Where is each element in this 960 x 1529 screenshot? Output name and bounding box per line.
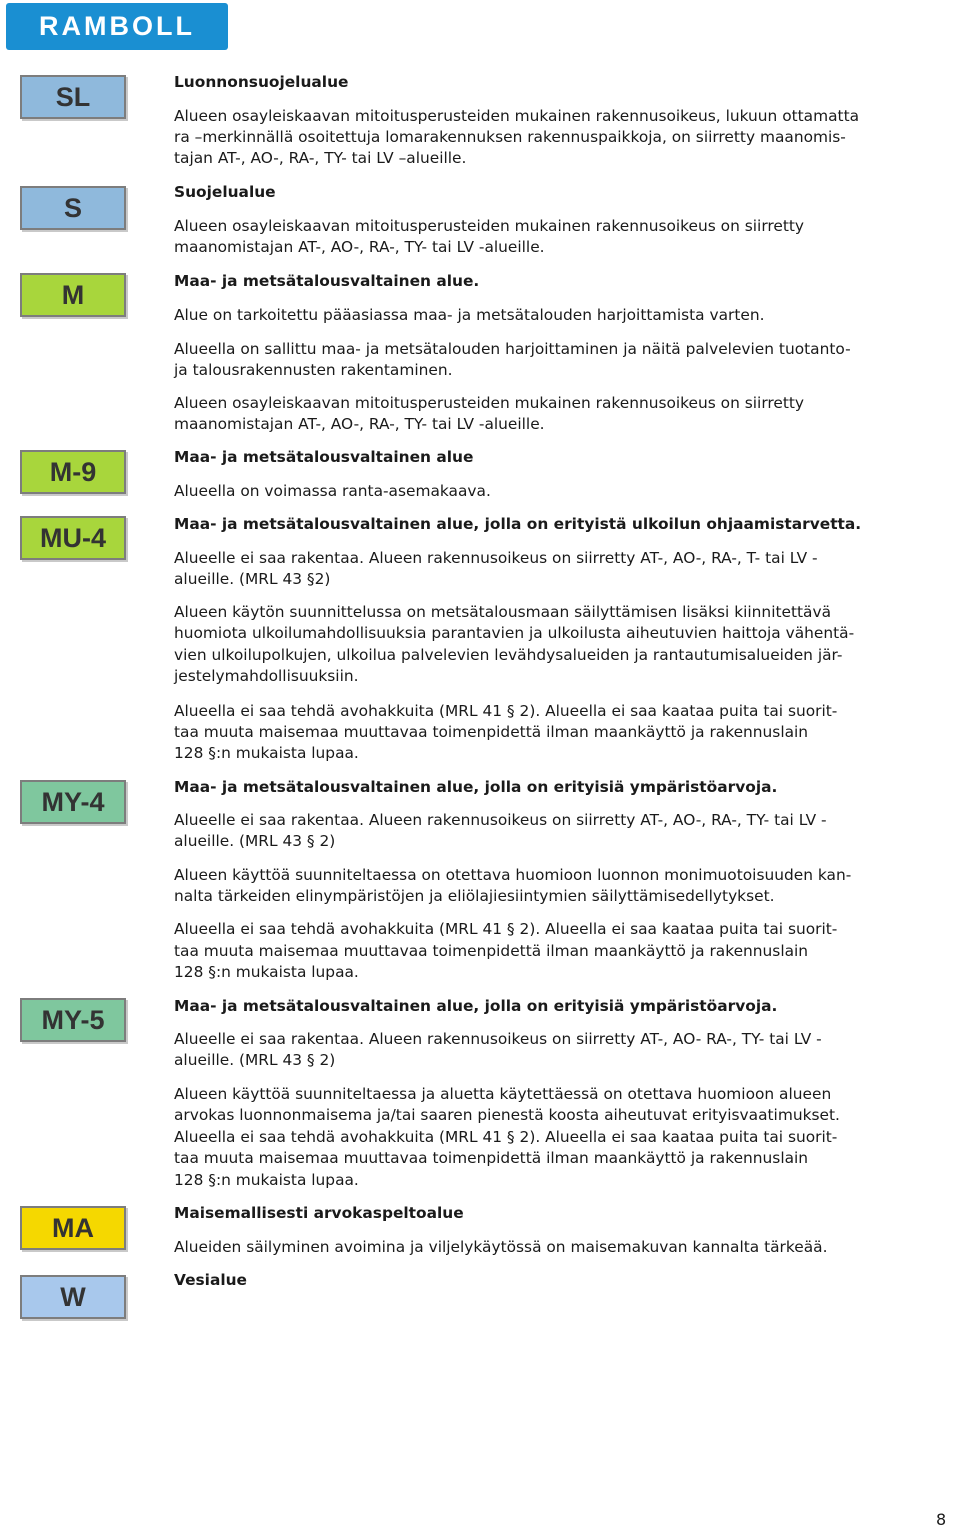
heading-luonnonsuojelualue: Luonnonsuojelualue (174, 73, 349, 91)
badge-m: M (20, 273, 126, 317)
heading-ma: Maisemallisesti arvokaspeltoalue (174, 1204, 464, 1222)
mu4-p3-line-1: Alueella ei saa tehdä avohakkuita (MRL 41 § 2). Alueella ei saa kaataa puita tai suorit- (174, 702, 838, 720)
heading-my-5: Maa- ja metsätalousvaltainen alue, jolla on erityisiä ympäristöarvoja. (174, 997, 778, 1015)
badge-ma: MA (20, 1206, 126, 1250)
sl-line-2: ra –merkinnällä osoitettuja lomarakennuksen rakennuspaikkoja, on siirretty maanomis- (174, 128, 846, 146)
badge-my-4: MY-4 (20, 780, 126, 824)
s-line-2: maanomistajan AT-, AO-, RA-, TY- tai LV -alueille. (174, 238, 545, 256)
heading-m-9: Maa- ja metsätalousvaltainen alue (174, 448, 474, 466)
heading-my-4: Maa- ja metsätalousvaltainen alue, jolla on erityisiä ympäristöarvoja. (174, 778, 778, 796)
my5-p2-line-2: arvokas luonnonmaisema ja/tai saaren pienestä koosta aiheutuvat erityisvaatimukset. (174, 1106, 840, 1124)
mu4-p3-line-3: 128 §:n mukaista lupaa. (174, 744, 359, 762)
m-p1: Alue on tarkoitettu pääasiassa maa- ja metsätalouden harjoittamista varten. (174, 306, 765, 324)
my5-p2-line-3: Alueella ei saa tehdä avohakkuita (MRL 41 § 2). Alueella ei saa kaataa puita tai suorit- (174, 1128, 838, 1146)
mu4-p2-line-4: jestelymahdollisuuksiin. (174, 667, 359, 685)
m-p3-line-2: maanomistajan AT-, AO-, RA-, TY- tai LV -alueille. (174, 415, 545, 433)
m9-p1: Alueella on voimassa ranta-asemakaava. (174, 482, 491, 500)
ramboll-logo: RAMBOLL (6, 3, 228, 50)
heading-m: Maa- ja metsätalousvaltainen alue. (174, 272, 480, 290)
badge-w: W (20, 1275, 126, 1319)
m-p2-line-2: ja talousrakennusten rakentaminen. (174, 361, 453, 379)
my5-p2-line-1: Alueen käyttöä suunniteltaessa ja aluetta käytettäessä on otettava huomioon alueen (174, 1085, 832, 1103)
mu4-p2-line-1: Alueen käytön suunnittelussa on metsätalousmaan säilyttämisen lisäksi kiinnitettävä (174, 603, 832, 621)
my4-p3-line-1: Alueella ei saa tehdä avohakkuita (MRL 41 § 2). Alueella ei saa kaataa puita tai suorit- (174, 920, 838, 938)
heading-mu-4: Maa- ja metsätalousvaltainen alue, jolla on erityistä ulkoilun ohjaamistarvetta. (174, 515, 862, 533)
badge-mu-4: MU-4 (20, 516, 126, 560)
sl-line-3: tajan AT-, AO-, RA-, TY- tai LV –alueille. (174, 149, 467, 167)
sl-line-1: Alueen osayleiskaavan mitoitusperusteiden mukainen rakennusoikeus, lukuun ottamatta (174, 107, 860, 125)
mu4-p2-line-2: huomiota ulkoilumahdollisuuksia parantavien ja ulkoilusta aiheutuvien haittoja vähentä- (174, 624, 855, 642)
badge-s: S (20, 186, 126, 230)
my4-p1-line-1: Alueelle ei saa rakentaa. Alueen rakennusoikeus on siirretty AT-, AO-, RA-, TY- tai LV - (174, 811, 827, 829)
mu4-p3-line-2: taa muuta maisemaa muuttavaa toimenpidettä ilman maankäyttö ja rakennuslain (174, 723, 809, 741)
my4-p1-line-2: alueille. (MRL 43 § 2) (174, 832, 336, 850)
mu4-p2-line-3: vien ulkoilupolkujen, ulkoilua palvelevien levähdysalueiden ja rantautumisalueiden jär- (174, 646, 843, 664)
my5-p1-line-2: alueille. (MRL 43 § 2) (174, 1051, 336, 1069)
m-p3-line-1: Alueen osayleiskaavan mitoitusperusteiden mukainen rakennusoikeus on siirretty (174, 394, 805, 412)
my5-p2-line-4: taa muuta maisemaa muuttavaa toimenpidettä ilman maankäyttö ja rakennuslain (174, 1149, 809, 1167)
my5-p1-line-1: Alueelle ei saa rakentaa. Alueen rakennusoikeus on siirretty AT-, AO- RA-, TY- tai LV - (174, 1030, 822, 1048)
s-line-1: Alueen osayleiskaavan mitoitusperusteiden mukainen rakennusoikeus on siirretty (174, 217, 805, 235)
m-p2-line-1: Alueella on sallittu maa- ja metsätalouden harjoittaminen ja näitä palvelevien tuotanto- (174, 340, 851, 358)
badge-my-5: MY-5 (20, 998, 126, 1042)
badge-m-9: M-9 (20, 450, 126, 494)
mu4-p1-line-1: Alueelle ei saa rakentaa. Alueen rakennusoikeus on siirretty AT-, AO-, RA-, T- tai LV - (174, 549, 818, 567)
badge-sl: SL (20, 75, 126, 119)
my4-p3-line-3: 128 §:n mukaista lupaa. (174, 963, 359, 981)
ma-p1: Alueiden säilyminen avoimina ja viljelykäytössä on maisemakuvan kannalta tärkeää. (174, 1238, 828, 1256)
my4-p3-line-2: taa muuta maisemaa muuttavaa toimenpidettä ilman maankäyttö ja rakennuslain (174, 942, 809, 960)
page-number: 8 (936, 1510, 947, 1529)
heading-suojelualue: Suojelualue (174, 183, 276, 201)
mu4-p1-line-2: alueille. (MRL 43 §2) (174, 570, 331, 588)
heading-w: Vesialue (174, 1271, 247, 1289)
my4-p2-line-1: Alueen käyttöä suunniteltaessa on otettava huomioon luonnon monimuotoisuuden kan- (174, 866, 852, 884)
my4-p2-line-2: nalta tärkeiden elinympäristöjen ja eliölajiesiintymien säilyttämisedellytykset. (174, 887, 775, 905)
my5-p2-line-5: 128 §:n mukaista lupaa. (174, 1171, 359, 1189)
